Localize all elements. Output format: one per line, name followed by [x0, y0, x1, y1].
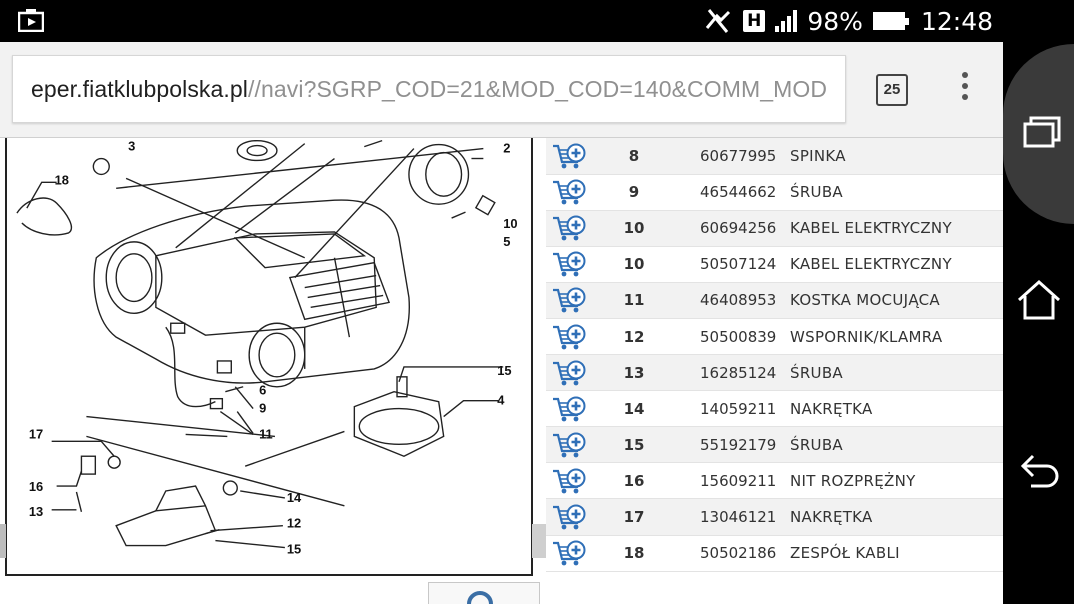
- status-bar: [0, 0, 1003, 42]
- clock: 12:48: [920, 6, 993, 36]
- callout-14: 14: [286, 489, 302, 505]
- search-button[interactable]: [428, 582, 540, 604]
- add-to-cart-icon[interactable]: [552, 359, 586, 387]
- table-row: [546, 246, 1003, 282]
- part-number: 10: [623, 255, 645, 274]
- part-code[interactable]: 13046121: [700, 507, 777, 526]
- part-description: NAKRĘTKA: [790, 507, 873, 526]
- callout-3: 3: [128, 138, 136, 154]
- battery-icon: [873, 12, 905, 30]
- part-code[interactable]: 50502186: [700, 544, 777, 563]
- cart-cell: [546, 463, 604, 499]
- part-number: 15: [623, 435, 645, 454]
- overflow-menu-icon[interactable]: [955, 72, 975, 108]
- table-row: [546, 318, 1003, 354]
- cart-cell: [546, 318, 604, 354]
- part-number: 16: [623, 471, 645, 490]
- callout-6: 6: [259, 382, 267, 398]
- callout-5: 5: [503, 233, 511, 249]
- url-text: [31, 76, 827, 103]
- part-code[interactable]: 50507124: [700, 255, 777, 274]
- diagram-drawing: [7, 138, 531, 574]
- part-number: 18: [623, 544, 645, 563]
- part-number: 8: [628, 146, 640, 165]
- add-to-cart-icon[interactable]: [552, 250, 586, 278]
- table-row: [546, 282, 1003, 318]
- cart-cell: [546, 210, 604, 246]
- navigation-bar: [1003, 0, 1074, 604]
- divider-scroll-handle[interactable]: [532, 524, 546, 558]
- callout-4: 4: [497, 392, 505, 408]
- callout-18: 18: [54, 172, 69, 188]
- callout-2: 2: [503, 140, 511, 156]
- cart-cell: [546, 391, 604, 427]
- url-host: eper.fiatklubpolska.pl: [31, 76, 249, 102]
- no-nfc-icon: [703, 8, 733, 34]
- add-to-cart-icon[interactable]: [552, 467, 586, 495]
- part-number: 17: [623, 507, 645, 526]
- cart-cell: [546, 246, 604, 282]
- part-description: KOSTKA MOCUJĄCA: [790, 291, 940, 310]
- cart-cell: [546, 427, 604, 463]
- part-code[interactable]: 50500839: [700, 327, 777, 346]
- add-to-cart-icon[interactable]: [552, 323, 586, 351]
- table-row: [546, 355, 1003, 391]
- add-to-cart-icon[interactable]: [552, 178, 586, 206]
- home-icon[interactable]: [1013, 274, 1065, 326]
- part-code[interactable]: 46408953: [700, 291, 777, 310]
- part-number: 9: [628, 183, 640, 202]
- part-description: ŚRUBA: [790, 183, 843, 202]
- add-to-cart-icon[interactable]: [552, 214, 586, 242]
- part-description: NIT ROZPRĘŻNY: [790, 471, 916, 490]
- cart-cell: [546, 535, 604, 571]
- table-row: [546, 210, 1003, 246]
- callout-13: 13: [28, 503, 44, 519]
- search-icon: [467, 591, 493, 604]
- cart-cell: [546, 355, 604, 391]
- table-row: [546, 391, 1003, 427]
- back-icon[interactable]: [1013, 442, 1065, 494]
- table-row: [546, 174, 1003, 210]
- callout-12: 12: [286, 515, 302, 531]
- part-code[interactable]: 60694256: [700, 219, 777, 238]
- cart-cell: [546, 138, 604, 174]
- add-to-cart-icon[interactable]: [552, 503, 586, 531]
- tab-switcher-button[interactable]: 25: [876, 74, 908, 106]
- parts-table: [546, 138, 1003, 572]
- callout-17: 17: [28, 426, 44, 442]
- table-row: [546, 463, 1003, 499]
- part-number: 13: [623, 363, 645, 382]
- part-description: ŚRUBA: [790, 435, 843, 454]
- cart-cell: [546, 282, 604, 318]
- exploded-parts-diagram: [5, 138, 533, 576]
- add-to-cart-icon[interactable]: [552, 539, 586, 567]
- part-description: SPINKA: [790, 146, 846, 165]
- part-description: KABEL ELEKTRYCZNY: [790, 219, 952, 238]
- part-number: 12: [623, 327, 645, 346]
- part-number: 11: [623, 291, 645, 310]
- battery-percent: 98%: [807, 6, 863, 36]
- address-bar[interactable]: [12, 55, 846, 123]
- callout-15-lower: 15: [286, 541, 302, 557]
- part-code[interactable]: 16285124: [700, 363, 777, 382]
- callout-10: 11: [259, 426, 273, 442]
- browser-toolbar: [0, 42, 1003, 138]
- part-code[interactable]: 15609211: [700, 471, 777, 490]
- callout-11: 10: [503, 215, 518, 231]
- url-path: //navi?SGRP_COD=21&MOD_COD=140&COMM_MOD: [248, 76, 828, 102]
- callout-9: 9: [259, 400, 267, 416]
- add-to-cart-icon[interactable]: [552, 395, 586, 423]
- callout-15-upper: 15: [497, 362, 512, 378]
- add-to-cart-icon[interactable]: [552, 431, 586, 459]
- add-to-cart-icon[interactable]: [552, 286, 586, 314]
- part-description: ŚRUBA: [790, 363, 843, 382]
- part-description: KABEL ELEKTRYCZNY: [790, 255, 952, 274]
- left-scroll-handle[interactable]: [0, 524, 6, 558]
- part-description: ZESPÓŁ KABLI: [790, 544, 900, 563]
- screenshot-icon: [18, 8, 44, 32]
- part-code[interactable]: 46544662: [700, 183, 777, 202]
- add-to-cart-icon[interactable]: [552, 142, 586, 170]
- recent-apps-icon[interactable]: [1013, 108, 1065, 160]
- table-row: [546, 138, 1003, 174]
- page-content: [0, 138, 1003, 604]
- part-number: 10: [623, 219, 645, 238]
- part-number: 14: [623, 399, 645, 418]
- part-code[interactable]: 14059211: [700, 399, 777, 418]
- table-row: [546, 499, 1003, 535]
- cart-cell: [546, 174, 604, 210]
- table-row: [546, 535, 1003, 571]
- part-description: NAKRĘTKA: [790, 399, 873, 418]
- part-description: WSPORNIK/KLAMRA: [790, 327, 943, 346]
- network-h-icon: H: [743, 10, 765, 32]
- table-row: [546, 427, 1003, 463]
- signal-icon: [775, 10, 797, 32]
- cart-cell: [546, 499, 604, 535]
- part-code[interactable]: 60677995: [700, 146, 777, 165]
- callout-16: 16: [28, 478, 44, 494]
- part-code[interactable]: 55192179: [700, 435, 777, 454]
